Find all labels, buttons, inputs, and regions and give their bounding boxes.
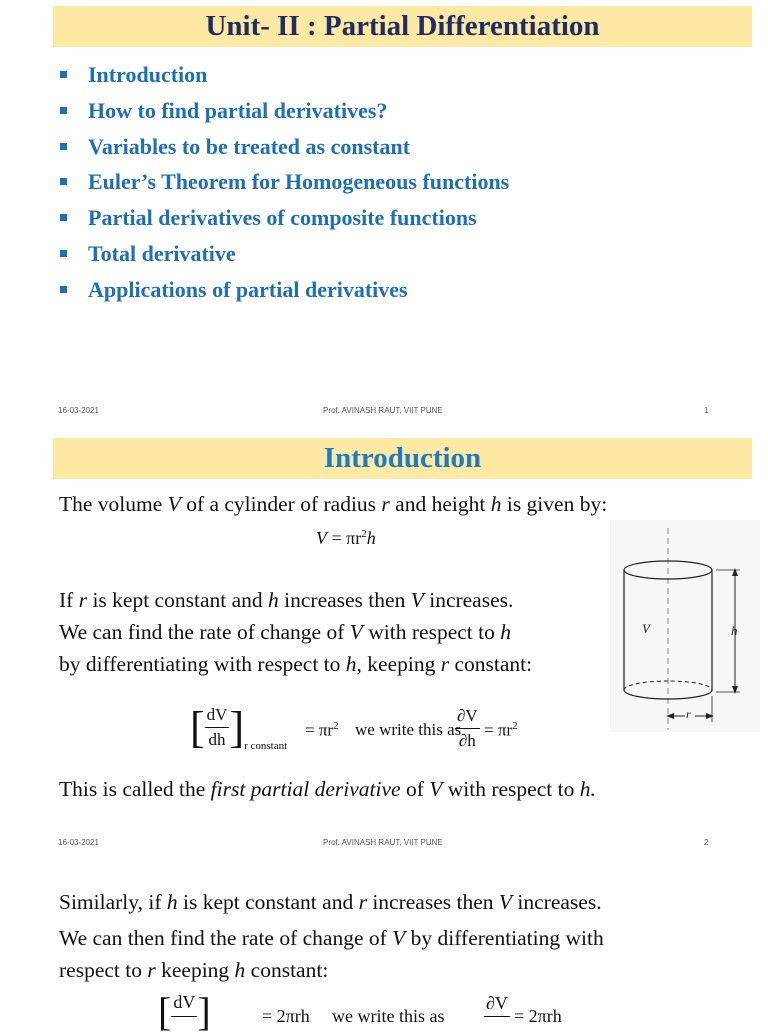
derivative-r-value: = 2πrh [262, 1006, 310, 1026]
radius-label: r [686, 707, 691, 721]
paragraph-line-3: by differentiating with respect to h, keeping r constant: [59, 652, 533, 676]
bullet-square-icon [60, 71, 67, 78]
similarly-line-1: Similarly, if h is kept constant and r increases then V increases. [59, 890, 602, 914]
topic-label: How to find partial derivatives? [88, 97, 388, 123]
topic-label: Applications of partial derivatives [88, 276, 408, 302]
slide-1-title: Unit- II : Partial Differentiation [53, 6, 752, 47]
write-as-text-r: we write this as [332, 1006, 445, 1026]
topic-label: Total derivative [88, 240, 236, 266]
figure-background [610, 520, 760, 732]
footer-date: 16-03-2021 [58, 838, 99, 847]
derivative-value: = $\pi r^2$ [305, 720, 339, 740]
slide-3 [0, 864, 768, 1034]
height-label: h [731, 623, 738, 638]
ordinary-derivative: [ $\frac{dV}{dh}$ ]$_{r constant}$ [190, 703, 288, 753]
topic-item [60, 164, 509, 200]
footer-author: Prof. AVINASH RAUT, VIIT PUNE [323, 406, 443, 415]
bullet-square-icon [60, 286, 67, 293]
paragraph-line-2: We can find the rate of change of V with respect to h [59, 620, 511, 644]
footer-page-number: 1 [704, 406, 709, 415]
bullet-square-icon [60, 250, 67, 257]
bullet-square-icon [60, 107, 67, 114]
conclusion-sentence: This is called the first partial derivative of V with respect to h. [59, 777, 596, 801]
partial-derivative: $\frac{\partial V}{\partial h}$ [457, 706, 478, 750]
partial-derivative-value: = $\pi r^2$ [484, 720, 518, 740]
topic-item [60, 236, 509, 272]
footer-author: Prof. AVINASH RAUT, VIIT PUNE [323, 838, 443, 847]
topic-label: Introduction [88, 62, 208, 87]
topic-item [60, 93, 509, 129]
slide-2 [0, 432, 768, 864]
topic-item [60, 200, 509, 236]
volume-formula: $V = \pi r^2h$ [316, 528, 376, 548]
topic-list [60, 57, 509, 308]
bullet-square-icon [60, 214, 67, 221]
topic-label: Euler’s Theorem for Homogeneous functions [88, 169, 510, 195]
volume-label: V [642, 621, 650, 636]
cylinder-diagram [610, 520, 760, 732]
slide-1 [0, 0, 768, 432]
topic-item [60, 57, 509, 93]
partial-derivative-r-value: = 2πrh [514, 1006, 562, 1026]
paragraph-line-1: If r is kept constant and h increases then V increases. [59, 588, 514, 612]
footer-date: 16-03-2021 [58, 406, 99, 415]
partial-derivative-r: ∂V [484, 990, 510, 1017]
slide-2-title: Introduction [53, 438, 752, 479]
topic-item [60, 129, 509, 165]
write-as-text: we write this as [355, 720, 462, 739]
similarly-line-3: respect to r keeping h constant: [59, 958, 329, 982]
topic-label: Partial derivatives of composite functions [88, 205, 477, 231]
ordinary-derivative-r: [ dV] [158, 989, 211, 1034]
footer-page-number: 2 [704, 838, 709, 847]
bullet-square-icon [60, 143, 67, 150]
similarly-line-2: We can then find the rate of change of V by differentiating with [59, 926, 604, 950]
bullet-square-icon [60, 178, 67, 185]
topic-label: Variables to be treated as constant [88, 133, 411, 159]
intro-sentence: The volume V of a cylinder of radius r and height h is given by: [59, 492, 608, 516]
topic-item [60, 272, 509, 308]
